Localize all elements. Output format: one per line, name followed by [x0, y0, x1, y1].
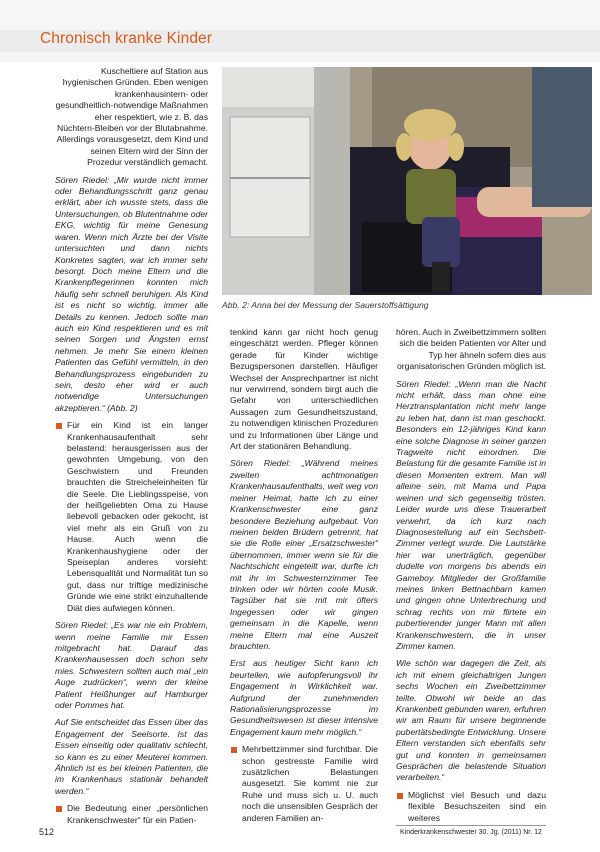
section-title: Chronisch kranke Kinder [40, 30, 213, 47]
quote-paragraph: Sören Riedel: „Während meines zweiten achtmonatigen Krankenhausaufenthalts, weit weg von meiner Heimat, hatte ich zu einer Krankenschwester eine ganz besondere Beziehung aufgebaut. Von meinen beiden Brüdern getrennt, hat sie die Rolle einer „Ersatzschwester“ übernommen, immer wenn sie für die Nachtschicht eingeteilt war, durfte ich mit ihr im Schwesternzimmer Tee trinken oder wir hörten coole Musik. Tagsüber hat sie mit mir öfters Ingegessen oder wir gingen gemeinsam in die Kapelle, wenn meine Eltern mal eine Auszeit brauchten. [230, 458, 378, 651]
bullet-list [230, 744, 378, 824]
quote-paragraph: Auf Sie entscheidet das Essen über das Engagement der Seelsorte. Ist das Essen einseitig oder qualitativ schlecht, so kann es zu einer Meuterei kommen. Ähnlich ist es bei kleinen Patienten, die im Krankenhaus stationär behandelt werden.“ [55, 717, 208, 796]
text-column-1 [55, 66, 208, 832]
quote-paragraph: Wie schön war dagegen die Zeit, als ich mit einem gleichaltrigen Jungen sechs Wochen ein Zweibettzimmer teilte. Obwohl wir beide an das Krankenbett gebunden waren, erfuhren wir am Raum für unsere beginnende pubertätsbedingte Entwicklung. Unsere Eltern verstanden sich ebenfalls sehr gut und konnten in gemeinsamen Gesprächen die belastende Situation verarbeiten.“ [396, 658, 546, 783]
text-column-3 [396, 327, 546, 830]
photo-child-oxygen-measurement [222, 67, 592, 295]
bullet-list [55, 420, 208, 614]
bullet-item: Mehrbettzimmer sind furchtbar. Die schon gestresste Familie wird zusätzlichen Belastungen ausgesetzt. Sie kommt nie zur Ruhe und muss sich u. U. auch noch die unsensiblen Gespräch der anderen Familien an- [230, 744, 378, 824]
page-number: 512 [39, 827, 55, 837]
quote-paragraph: Sören Riedel: „Es war nie ein Problem, wenn meine Familie mir Essen mitgebracht hat. Darauf das Krankenhausessen doch schon sehr mies. Schwestern sollten auch mal „ein Auge zudrücken“, wenn der kleine Patient Heißhunger auf Hamburger oder Pommes hat. [55, 620, 208, 710]
bullet-list [396, 790, 546, 824]
paragraph: Kuscheltiere auf Station aus hygienischen Gründen. Eben wenigen krankenhausintern- oder gesundheitlich-notwendige Maßnahmen eher respektiert, wie z. B. das Nüchtern-Bleiben vor der Blutabnahme. Allerdings vorausgesetzt, dem Kind und seinen Eltern wird der Sinn der Prozedur verständlich gemacht. [55, 66, 208, 168]
paragraph: hören. Auch in Zweibettzimmern sollten sich die beiden Patienten vor Alter und Typ her ähneln sofern dies aus organisatorischen Gründen möglich ist. [396, 327, 546, 372]
bullet-item: Für ein Kind ist ein langer Krankenhausaufenthalt sehr belastend: herausgerissen aus der gewohnten Umgebung, von den Geschwistern und Freunden brauchten die Streicheleinheiten für die Seele. Die Lieblingsspeise, von der heißgeliebten Oma zu Hause liebevoll gebacken oder gekocht, ist viel mehr als ein Gruß von zu Hause. Auch wenn die Krankenhaushygiene oder der Speiseplan anderes vorsieht: Lebensqualität und Normalität tun so gut, dass nur triftige medizinische Gründe wie eine strikt einzuhaltende Diät dies aufwiegen können. [55, 420, 208, 614]
text-column-2 [230, 327, 378, 830]
bullet-list [55, 803, 208, 826]
quote-paragraph: Sören Riedel: „Wenn man die Nacht nicht erhält, dass man ohne eine Herztransplantation nicht mehr lange zu leben hat, dann ist man geschockt. Besonders ein 12-jähriges Kind kann eine solche Diagnose in seiner ganzen Tragweite nicht einordnen. Die Belastung für die gesamte Familie ist in diesen Momenten extrem. Man will alleine sein, mit Mama und Papa weinen und sich gegenseitig trösten. Leider wurde uns diese Trauerarbeit verwehrt, da ich kurz nach Diagnosestellung auf ein Sechsbett-Zimmer verlegt wurde. Die Lautstärke hier war unerträglich, gegenüber dudelte von morgens bis abends ein Gameboy. Mitglieder der Großfamilie meines linken Bettnachbarn kamen und gingen ohne Unterbrechung und schrag rechts von mir flirtete ein pubertierender junger Mann mit allen Krankenschwestern, die in unser Zimmer kamen. [396, 378, 546, 651]
paragraph: tenkind kann gar nicht hoch genug eingeschätzt werden. Pfleger können gerade für Kinder wichtige Bezugspersonen darstellen. Häufiger Wechsel der Ansprechpartner ist nicht nur verwirrend, sondern birgt auch die Gefahr von unterschiedlichen Aussagen zum Gesundheitszustand, zu notwendigen klinischen Prozeduren und zu Informationen über Länge und Art der stationären Behandlung. [230, 327, 378, 452]
footer-divider [396, 825, 546, 826]
quote-paragraph: Erst aus heutiger Sicht kann ich beurteilen, wie aufopferungsvoll ihr Engagement in Wirklichkeit war. Aufgrund der zunehmenden Rationalisierungsprozesse im Gesundheitswesen ist dieser intensive Engagement kaum mehr möglich.“ [230, 658, 378, 737]
photo-caption: Abb. 2: Anna bei der Messung der Sauerstoffsättigung [222, 300, 429, 310]
bullet-item: Die Bedeutung einer „persönlichen Krankenschwester“ für ein Patien- [55, 803, 208, 826]
quote-paragraph: Sören Riedel: „Mir wurde nicht immer oder Behandlungsschritt ganz genau erklärt, aber ich wusste stets, dass die Untersuchungen, ob Blutentnahme oder EKG, wichtig für meine Genesung waren. Wenn mich Ärzte bei der Visite untersuchten und dann nichts Konkretes sagten, war ich immer sehr besorgt. Doch meine Eltern und die Krankenpflegerinnen konnten mich häufig sehr schnell beruhigen. Als Kind ist es nicht so wichtig, immer alle Details zu kennen. Jedoch sollte man auch ein Kind respektieren und es mit seinen Sorgen und Ängsten ernst nehmen. Je mehr Sie einem kleinen Patienten das Gefühl vermitteln, in den Behandlungsprozess eingebunden zu sein, desto eher wird er auch notwendige Untersuchungen akzeptieren.“ (Abb. 2) [55, 174, 208, 413]
photo-illustration [222, 67, 592, 295]
journal-reference: Kinderkrankenschwester 30. Jg. (2011) Nr. 12 [400, 829, 542, 836]
bullet-item: Möglichst viel Besuch und dazu flexible Besuchszeiten sind ein weiteres [396, 790, 546, 824]
